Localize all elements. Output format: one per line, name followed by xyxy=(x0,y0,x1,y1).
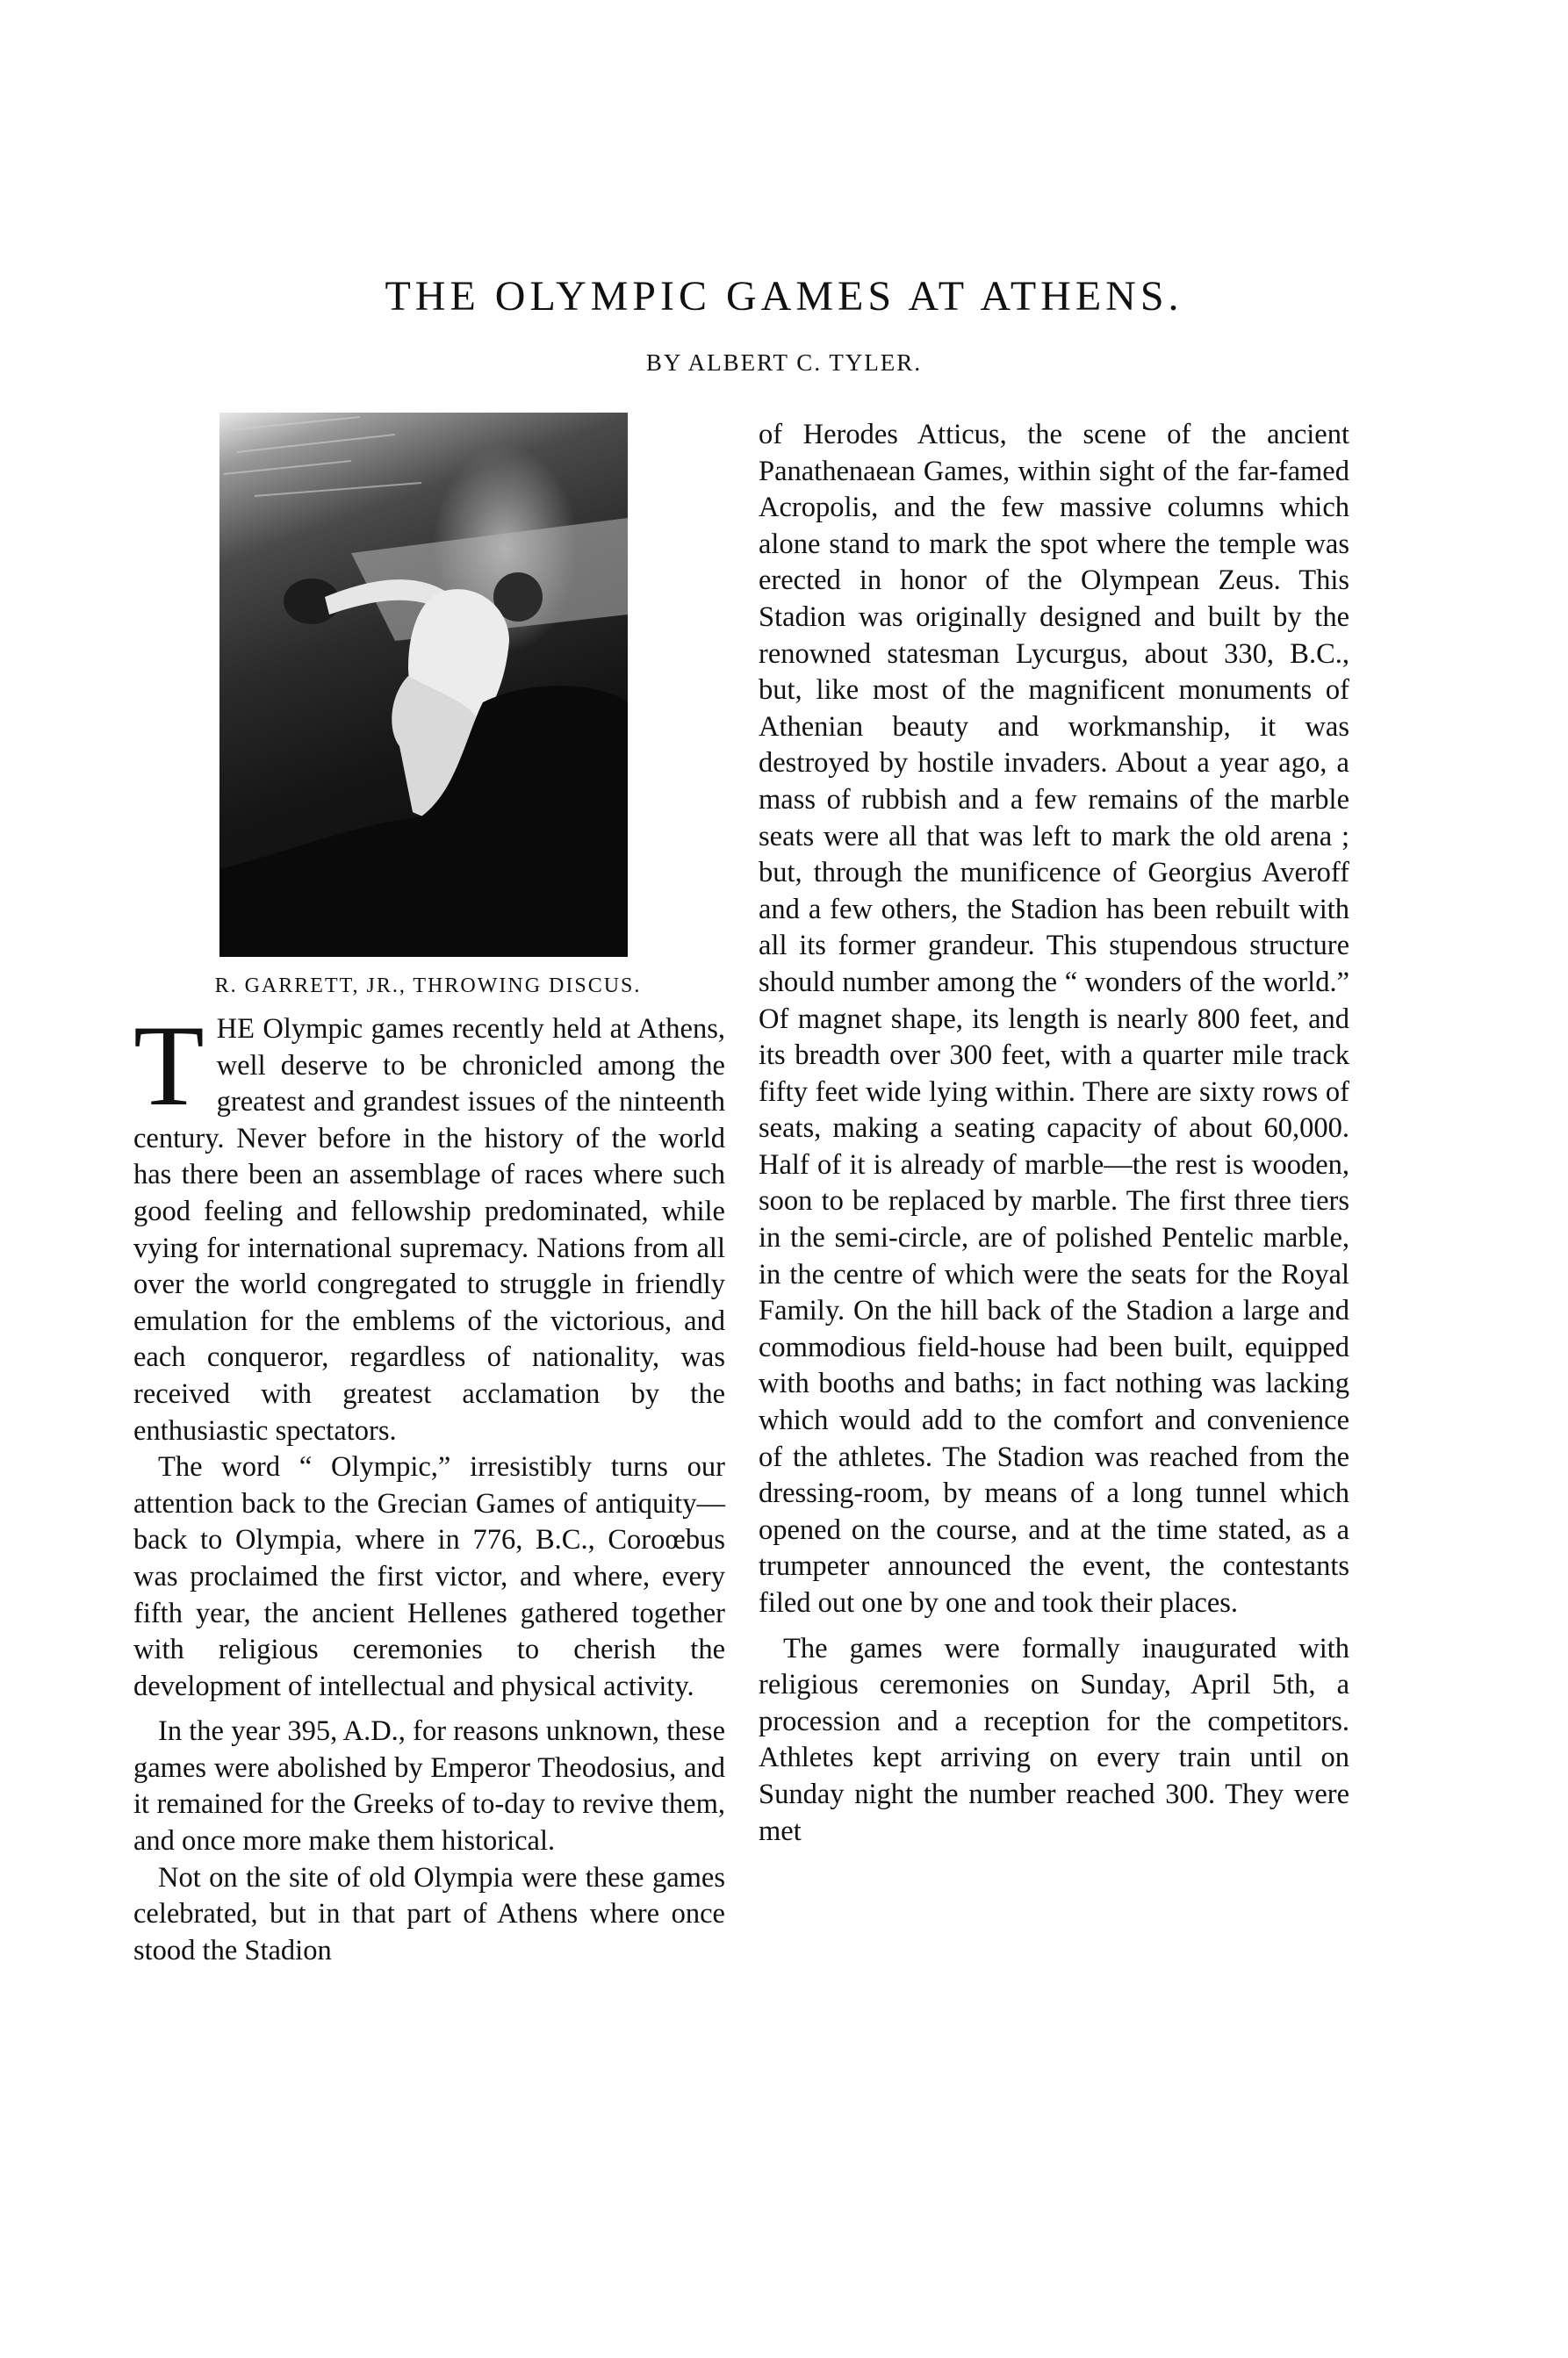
paragraph-5: of Herodes Atticus, the scene of the ancient Panathenaean Games, within sight of the far-famed Acropolis, and the few massive columns which alone stand to mark the spot where the temple was erected in honor of the Olympean Zeus. This Stadion was originally designed and built by the renowned statesman Lycurgus, about 330, B.C., but, like most of the magnificent monuments of Athenian beauty and workmanship, it was destroyed by hostile invaders. About a year ago, a mass of rubbish and a few remains of the marble seats were all that was left to mark the old arena ; but, through the munificence of Georgius Averoff and a few others, the Stadion has been rebuilt with all its former grandeur. This stupendous structure should number among the “ wonders of the world.” Of magnet shape, its length is nearly 800 feet, and its breadth over 300 feet, with a quarter mile track fifty feet wide lying within. There are sixty rows of seats, making a seating capacity of about 60,000. Half of it is already of marble—the rest is wooden, soon to be replaced by marble. The first three tiers in the semi-circle, are of polished Pentelic marble, in the centre of which were the seats for the Royal Family. On the hill back of the Stadion a large and commodious field-house had been built, equipped with booths and baths; in fact nothing was lacking which would add to the comfort and convenience of the athletes. The Stadion was reached from the dressing-room, by means of a long tunnel which opened on the course, and at the time stated, as a trumpeter announced the event, the contestants filed out one by one and took their places. xyxy=(759,419,1349,1619)
photo-caption: R. GARRETT, JR., THROWING DISCUS. xyxy=(214,974,642,997)
article-title: THE OLYMPIC GAMES AT ATHENS. xyxy=(385,273,1183,320)
left-column xyxy=(133,1001,725,1969)
paragraph-4: Not on the site of old Olympia were these games celebrated, but in that part of Athens where once stood the Stadion xyxy=(133,1861,725,1966)
discus-thrower-photo xyxy=(219,413,628,957)
paragraph-6: The games were formally inaugurated with religious ceremonies on Sunday, April 5th, a procession and a reception for the competitors. Athletes kept arriving on every train until on Sunday night the number reached 300. They were met xyxy=(759,1632,1349,1847)
paragraph-1-text: HE Olympic games recently held at Athens, well deserve to be chronicled among the greatest and grandest issues of the ninteenth century. Never before in the history of the world has there been an assemblage of races where such good feeling and fellowship predominated, while vying for international supremacy. Nations from all over the world congregated to struggle in friendly emulation for the emblems of the victorious, and each conqueror, regardless of nationality, was received with greatest acclamation by the enthusiastic spectators. xyxy=(133,1013,725,1447)
paragraph-2: The word “ Olympic,” irresistibly turns our attention back to the Grecian Games of antiquity—back to Olympia, where in 776, B.C., Coroœbus was proclaimed the first victor, and where, every fifth year, the ancient Hellenes gathered together with religious ceremonies to cherish the development of intellectual and physical activity. xyxy=(133,1451,725,1702)
paragraph-3: In the year 395, A.D., for reasons unknown, these games were abolished by Emperor Theodosius, and it remained for the Greeks of to-day to revive them, and once more make them historical. xyxy=(133,1715,725,1858)
article-byline: BY ALBERT C. TYLER. xyxy=(645,349,923,376)
paragraph-1 xyxy=(133,1001,725,1449)
drop-cap: T xyxy=(133,1001,205,1130)
discus-thrower-illustration xyxy=(219,413,628,957)
right-column xyxy=(759,417,1349,1850)
